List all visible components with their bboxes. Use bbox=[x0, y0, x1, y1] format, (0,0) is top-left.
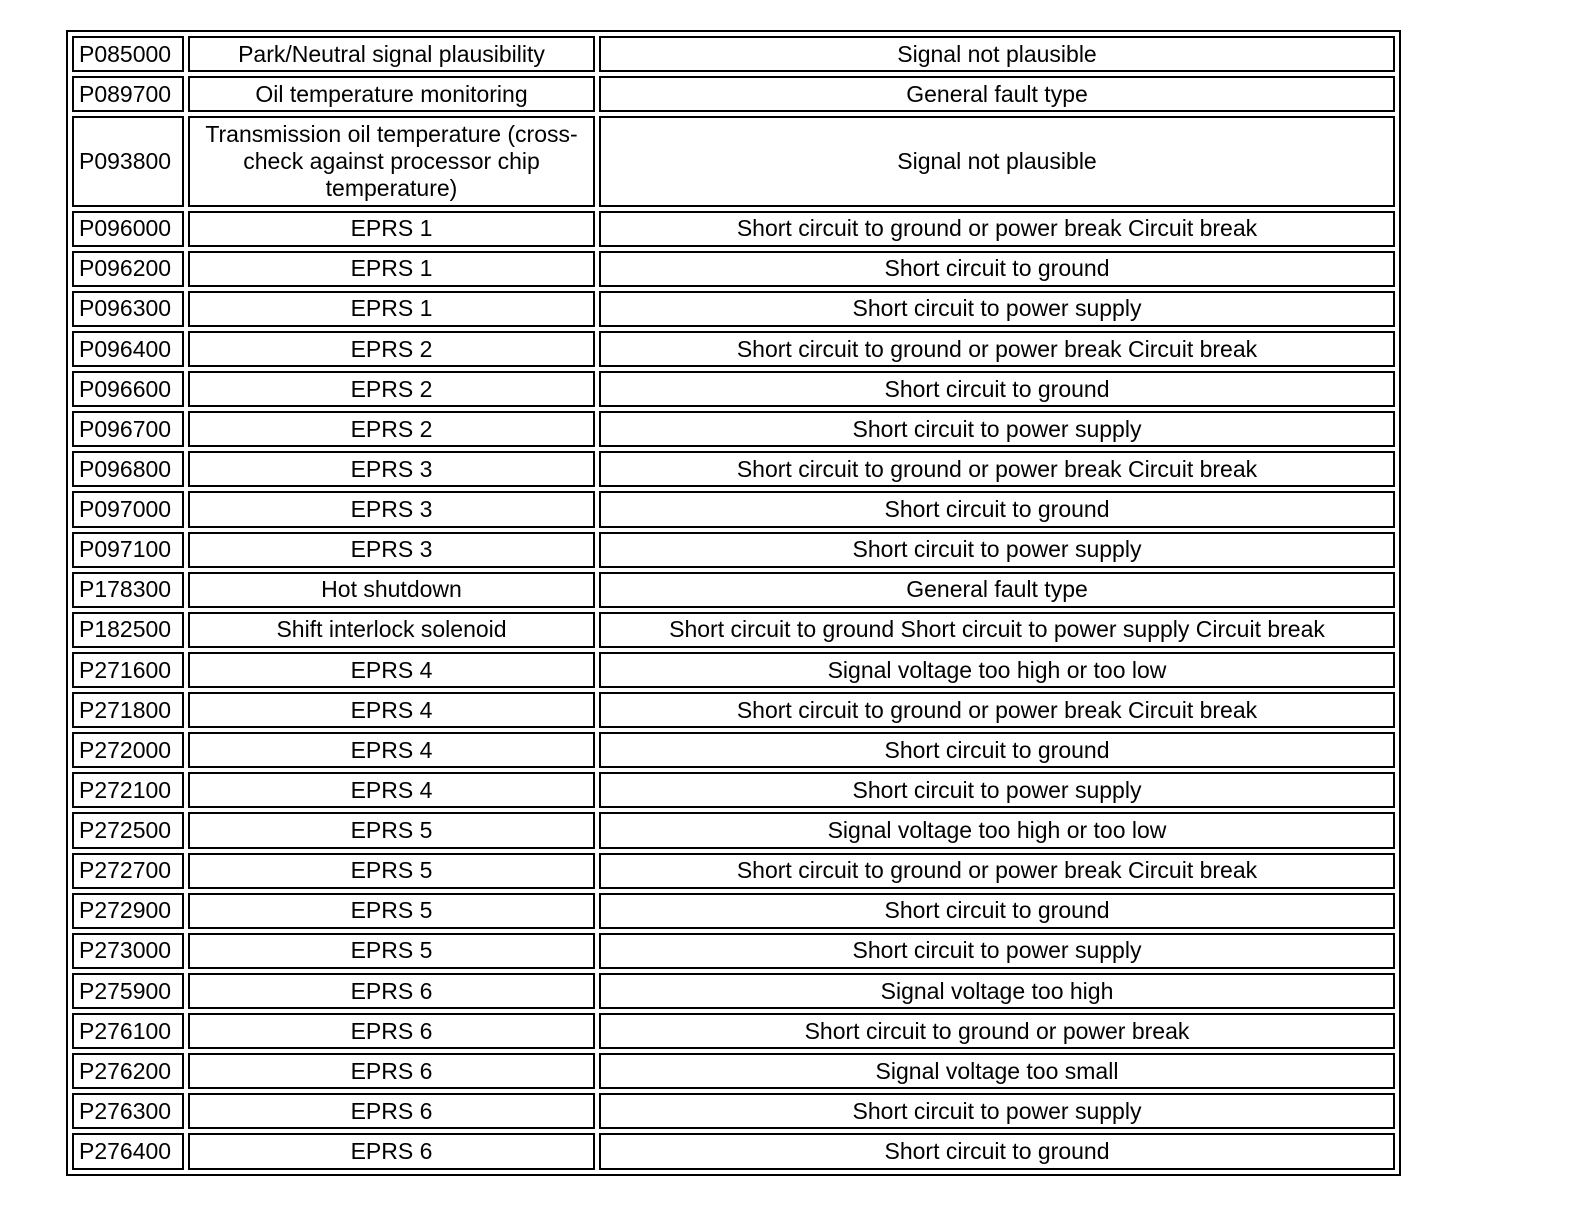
fault-type-cell: Short circuit to ground or power break Circuit break bbox=[599, 331, 1395, 367]
fault-type-cell: Short circuit to ground bbox=[599, 1133, 1395, 1170]
dtc-code-cell: P273000 bbox=[72, 933, 184, 969]
fault-type-cell: Signal not plausible bbox=[599, 36, 1395, 72]
component-cell: EPRS 5 bbox=[188, 893, 595, 929]
fault-type-cell: Short circuit to ground or power break Circuit break bbox=[599, 692, 1395, 728]
dtc-table-body bbox=[72, 36, 1395, 1170]
dtc-code-cell: P182500 bbox=[72, 612, 184, 648]
dtc-code-cell: P089700 bbox=[72, 76, 184, 112]
component-cell: EPRS 4 bbox=[188, 772, 595, 808]
dtc-code-cell: P271800 bbox=[72, 692, 184, 728]
component-cell: EPRS 6 bbox=[188, 973, 595, 1009]
dtc-code-cell: P096800 bbox=[72, 451, 184, 487]
table-row bbox=[72, 1093, 1395, 1129]
component-cell: EPRS 3 bbox=[188, 451, 595, 487]
fault-type-cell: Short circuit to power supply bbox=[599, 291, 1395, 327]
fault-type-cell: Signal voltage too small bbox=[599, 1053, 1395, 1089]
dtc-code-cell: P276300 bbox=[72, 1093, 184, 1129]
component-cell: Oil temperature monitoring bbox=[188, 76, 595, 112]
dtc-code-cell: P096000 bbox=[72, 211, 184, 247]
dtc-code-cell: P276400 bbox=[72, 1133, 184, 1170]
component-cell: Transmission oil temperature (cross-check against processor chip temperature) bbox=[188, 116, 595, 206]
fault-type-cell: Short circuit to ground Short circuit to power supply Circuit break bbox=[599, 612, 1395, 648]
component-cell: EPRS 6 bbox=[188, 1013, 595, 1049]
fault-type-cell: General fault type bbox=[599, 572, 1395, 608]
component-cell: EPRS 2 bbox=[188, 331, 595, 367]
table-row bbox=[72, 36, 1395, 72]
fault-type-cell: Short circuit to power supply bbox=[599, 411, 1395, 447]
dtc-code-cell: P096600 bbox=[72, 371, 184, 407]
table-row bbox=[72, 411, 1395, 447]
dtc-code-cell: P275900 bbox=[72, 973, 184, 1009]
dtc-code-cell: P276100 bbox=[72, 1013, 184, 1049]
dtc-code-cell: P178300 bbox=[72, 572, 184, 608]
component-cell: EPRS 4 bbox=[188, 732, 595, 768]
fault-type-cell: Signal voltage too high bbox=[599, 973, 1395, 1009]
dtc-code-cell: P096400 bbox=[72, 331, 184, 367]
dtc-code-cell: P097100 bbox=[72, 532, 184, 568]
fault-type-cell: Short circuit to power supply bbox=[599, 772, 1395, 808]
table-row bbox=[72, 853, 1395, 889]
dtc-code-cell: P097000 bbox=[72, 491, 184, 527]
dtc-code-cell: P272100 bbox=[72, 772, 184, 808]
component-cell: EPRS 4 bbox=[188, 692, 595, 728]
table-row bbox=[72, 76, 1395, 112]
fault-type-cell: Short circuit to ground bbox=[599, 371, 1395, 407]
table-row bbox=[72, 652, 1395, 688]
table-row bbox=[72, 116, 1395, 206]
table-row bbox=[72, 572, 1395, 608]
component-cell: EPRS 5 bbox=[188, 933, 595, 969]
component-cell: EPRS 6 bbox=[188, 1133, 595, 1170]
table-row bbox=[72, 612, 1395, 648]
component-cell: EPRS 6 bbox=[188, 1093, 595, 1129]
fault-type-cell: Signal voltage too high or too low bbox=[599, 812, 1395, 848]
table-row bbox=[72, 491, 1395, 527]
table-row bbox=[72, 973, 1395, 1009]
component-cell: EPRS 3 bbox=[188, 491, 595, 527]
fault-type-cell: Short circuit to ground bbox=[599, 251, 1395, 287]
fault-type-cell: Signal voltage too high or too low bbox=[599, 652, 1395, 688]
fault-type-cell: Short circuit to ground or power break Circuit break bbox=[599, 451, 1395, 487]
table-row bbox=[72, 1053, 1395, 1089]
component-cell: EPRS 2 bbox=[188, 371, 595, 407]
dtc-code-cell: P272700 bbox=[72, 853, 184, 889]
component-cell: EPRS 5 bbox=[188, 853, 595, 889]
table-row bbox=[72, 291, 1395, 327]
dtc-code-cell: P096700 bbox=[72, 411, 184, 447]
fault-type-cell: Short circuit to ground bbox=[599, 893, 1395, 929]
dtc-code-cell: P271600 bbox=[72, 652, 184, 688]
fault-type-cell: Signal not plausible bbox=[599, 116, 1395, 206]
table-row bbox=[72, 933, 1395, 969]
table-row bbox=[72, 451, 1395, 487]
component-cell: EPRS 1 bbox=[188, 251, 595, 287]
dtc-table-frame bbox=[66, 30, 1401, 1176]
fault-type-cell: Short circuit to ground or power break Circuit break bbox=[599, 853, 1395, 889]
component-cell: Park/Neutral signal plausibility bbox=[188, 36, 595, 72]
component-cell: Shift interlock solenoid bbox=[188, 612, 595, 648]
table-row bbox=[72, 532, 1395, 568]
dtc-code-cell: P096200 bbox=[72, 251, 184, 287]
component-cell: EPRS 3 bbox=[188, 532, 595, 568]
dtc-code-cell: P093800 bbox=[72, 116, 184, 206]
dtc-code-cell: P272500 bbox=[72, 812, 184, 848]
fault-type-cell: Short circuit to power supply bbox=[599, 933, 1395, 969]
table-row bbox=[72, 732, 1395, 768]
fault-type-cell: Short circuit to ground or power break bbox=[599, 1013, 1395, 1049]
fault-type-cell: Short circuit to power supply bbox=[599, 532, 1395, 568]
fault-type-cell: Short circuit to ground bbox=[599, 732, 1395, 768]
dtc-table bbox=[68, 32, 1399, 1174]
table-row bbox=[72, 331, 1395, 367]
component-cell: EPRS 6 bbox=[188, 1053, 595, 1089]
component-cell: EPRS 5 bbox=[188, 812, 595, 848]
fault-type-cell: General fault type bbox=[599, 76, 1395, 112]
table-row bbox=[72, 1133, 1395, 1170]
dtc-code-cell: P272900 bbox=[72, 893, 184, 929]
component-cell: EPRS 2 bbox=[188, 411, 595, 447]
component-cell: EPRS 1 bbox=[188, 291, 595, 327]
table-row bbox=[72, 1013, 1395, 1049]
table-row bbox=[72, 211, 1395, 247]
dtc-code-cell: P276200 bbox=[72, 1053, 184, 1089]
component-cell: Hot shutdown bbox=[188, 572, 595, 608]
component-cell: EPRS 1 bbox=[188, 211, 595, 247]
table-row bbox=[72, 371, 1395, 407]
dtc-code-cell: P085000 bbox=[72, 36, 184, 72]
dtc-code-cell: P096300 bbox=[72, 291, 184, 327]
component-cell: EPRS 4 bbox=[188, 652, 595, 688]
fault-type-cell: Short circuit to ground or power break Circuit break bbox=[599, 211, 1395, 247]
table-row bbox=[72, 772, 1395, 808]
dtc-code-cell: P272000 bbox=[72, 732, 184, 768]
fault-type-cell: Short circuit to power supply bbox=[599, 1093, 1395, 1129]
table-row bbox=[72, 893, 1395, 929]
fault-type-cell: Short circuit to ground bbox=[599, 491, 1395, 527]
table-row bbox=[72, 812, 1395, 848]
table-row bbox=[72, 251, 1395, 287]
table-row bbox=[72, 692, 1395, 728]
